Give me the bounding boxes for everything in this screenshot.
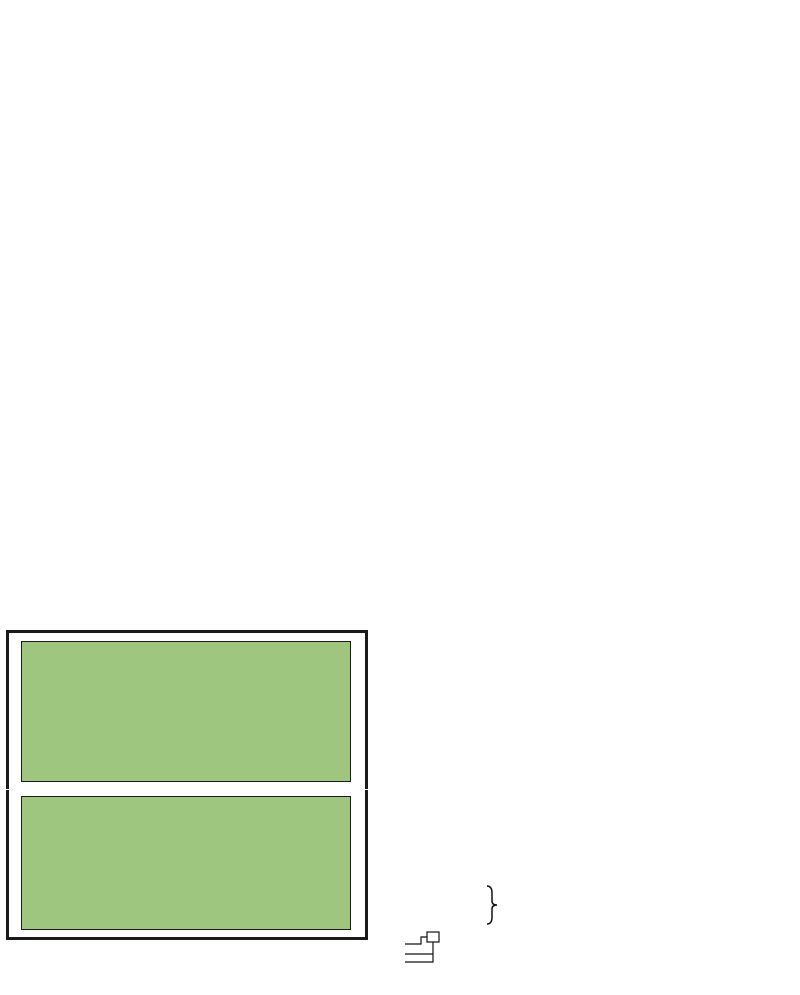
rear-panel-bottom bbox=[6, 790, 368, 940]
right-column bbox=[414, 42, 800, 52]
left-column bbox=[8, 42, 408, 52]
rtd-sensor-icon bbox=[405, 930, 445, 966]
rear-panel-top bbox=[6, 630, 368, 789]
input-bracket-icon bbox=[485, 885, 499, 925]
panel-top-board bbox=[21, 641, 351, 782]
panel-bottom-board bbox=[21, 796, 351, 930]
